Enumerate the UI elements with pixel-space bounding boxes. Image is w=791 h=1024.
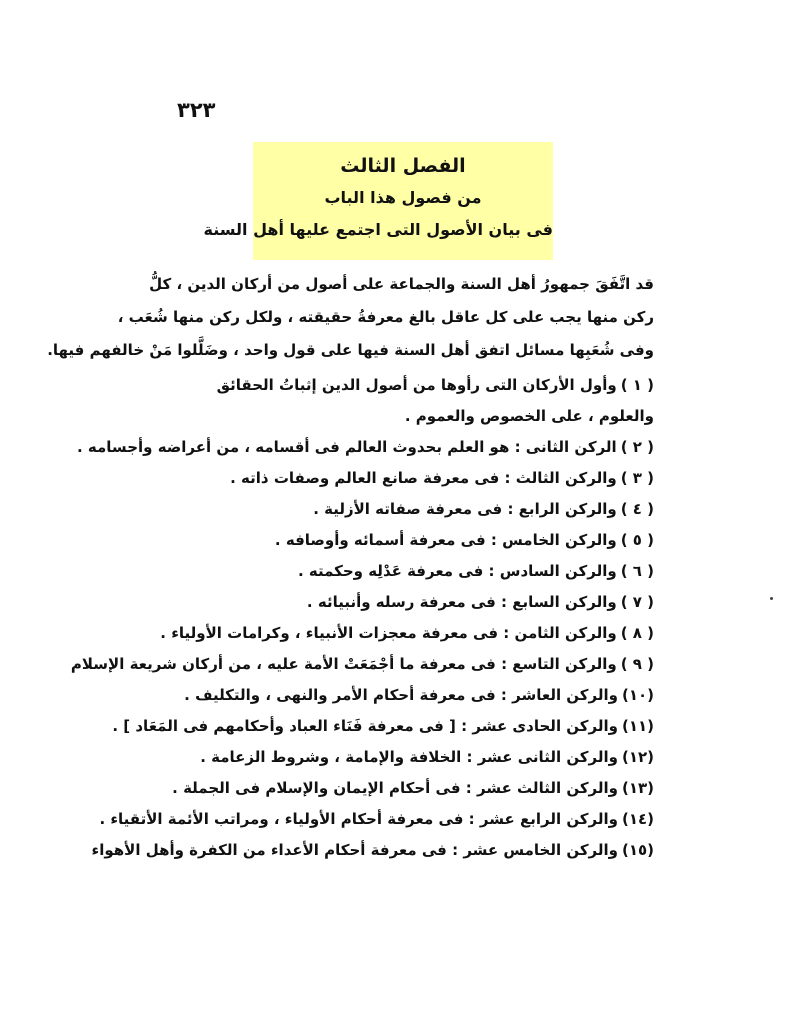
item-number: ( ٦ ) (620, 562, 654, 580)
item-text: والركن الخامس : فى معرفة أسمائه وأوصافه . (274, 531, 617, 549)
item-text: والركن الثالث : فى معرفة صانع العالم وصفات ذاته . (230, 469, 617, 487)
list-item (160, 556, 654, 587)
item-number: (١٣) (621, 779, 654, 797)
chapter-title: الفصل الثالث (340, 155, 466, 177)
item-number: ( ٧ ) (620, 593, 654, 611)
item-number: (١٢) (621, 748, 654, 766)
page-number: ٣٢٣ (177, 98, 216, 122)
item-text: والركن الرابع : فى معرفة صفاته الأزلية . (313, 500, 617, 518)
list-item (160, 742, 654, 773)
item-text: الركن الثانى : هو العلم بحدوث العالم فى أقسامه ، من أعراضه وأجسامه . (77, 438, 617, 456)
item-text: والركن الثامن : فى معرفة معجزات الأنبياء ، وكرامات الأولياء . (160, 624, 617, 642)
list-item (99, 804, 654, 835)
chapter-heading: فى بيان الأصول التى اجتمع عليها أهل السنة (203, 220, 553, 239)
item-number: ( ٢ ) (620, 438, 654, 456)
item-text: والركن السادس : فى معرفة عَدْلِه وحكمته . (297, 562, 617, 580)
pillars-list (70, 370, 654, 866)
item-text: والركن الحادى عشر : [ فى معرفة فَنَاء العباد وأحكامهم فى المَعَاد ] . (112, 717, 618, 735)
margin-speck (770, 597, 773, 600)
item-number: ( ٩ ) (620, 655, 654, 673)
list-item (112, 711, 654, 742)
item-number: ( ٣ ) (620, 469, 654, 487)
item-text: وأول الأركان التى رأوها من أصول الدين إثباتُ الحقائق والعلوم ، على الخصوص والعموم . (216, 376, 654, 425)
intro-line: قد اتَّفَقَ جمهورُ أهل السنة والجماعة على أصول من أركان الدين ، كلُّ (149, 275, 654, 293)
item-text: والركن الخامس عشر : فى معرفة أحكام الأعداء من الكفرة وأهل الأهواء (91, 841, 618, 859)
list-item (77, 432, 654, 463)
item-number: (١٤) (621, 810, 654, 828)
intro-paragraph (47, 268, 654, 367)
item-number: ( ٤ ) (620, 500, 654, 518)
list-item (160, 773, 654, 804)
item-text: والركن الثانى عشر : الخلافة والإمامة ، وشروط الزعامة . (200, 748, 618, 766)
item-text: والركن الرابع عشر : فى معرفة أحكام الأولياء ، ومراتب الأئمة الأتقياء . (99, 810, 618, 828)
intro-line: وفى شُعَبِها مسائل اتفق أهل السنة فيها على قول واحد ، وضَلَّلوا مَنْ خالفهم فيها. (47, 341, 654, 359)
list-item (91, 835, 654, 866)
list-item (70, 649, 654, 680)
item-text: والركن الثالث عشر : فى أحكام الإيمان والإسلام فى الجملة . (172, 779, 618, 797)
list-item (160, 618, 654, 649)
item-number: (١١) (621, 717, 654, 735)
chapter-subtitle: من فصول هذا الباب (324, 188, 482, 207)
chapter-title-box (203, 142, 553, 260)
item-text: والركن العاشر : فى معرفة أحكام الأمر والنهى ، والتكليف . (184, 686, 618, 704)
item-number: (١٥) (621, 841, 654, 859)
list-item (160, 680, 654, 711)
item-number: ( ١ ) (620, 376, 654, 394)
item-number: (١٠) (621, 686, 654, 704)
item-text: والركن السابع : فى معرفة رسله وأنبيائه . (306, 593, 617, 611)
list-item (160, 494, 654, 525)
intro-line: ركن منها يجب على كل عاقل بالغ معرفةُ حقيقته ، ولكل ركن منها شُعَب ، (117, 308, 654, 326)
list-item (160, 370, 654, 432)
list-item (160, 463, 654, 494)
item-text: والركن التاسع : فى معرفة ما أجْمَعَتْ الأمة عليه ، من أركان شريعة الإسلام (70, 655, 617, 673)
item-number: ( ٥ ) (620, 531, 654, 549)
list-item (160, 525, 654, 556)
list-item (160, 587, 654, 618)
item-number: ( ٨ ) (620, 624, 654, 642)
